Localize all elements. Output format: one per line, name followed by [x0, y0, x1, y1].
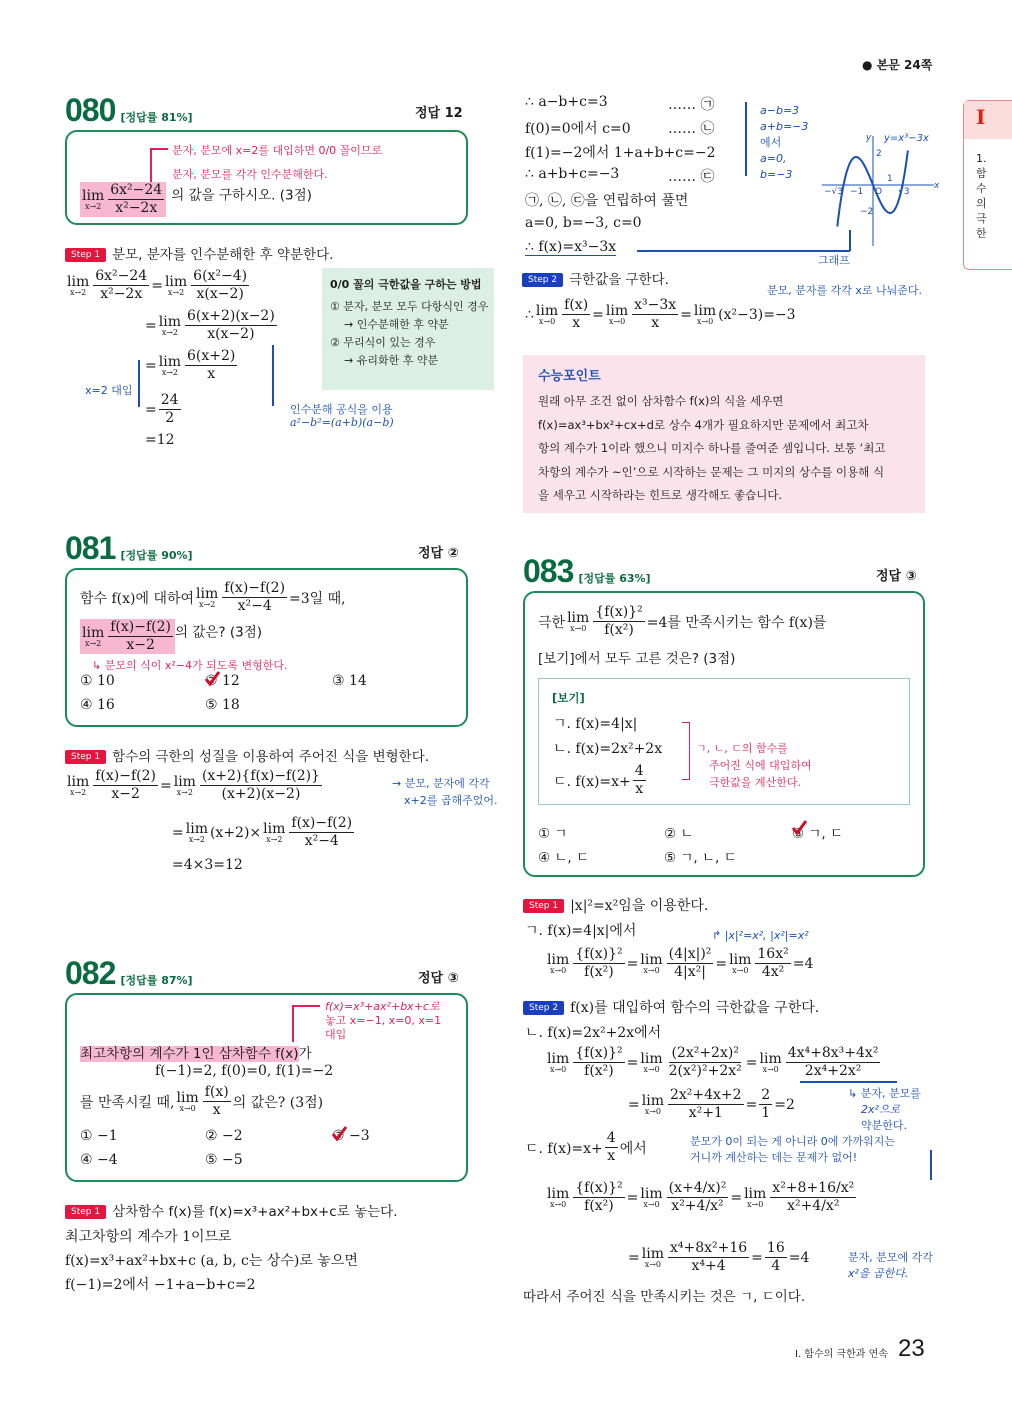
tick-label: −2: [860, 207, 874, 217]
fraction: $\frac{f(x)-f(2)}{x-2}$: [95, 768, 156, 802]
limit: lim x→0: [641, 1245, 664, 1269]
hint-note: 놓고 x=−1, x=0, x=1: [325, 1014, 442, 1027]
chapter-title: 1. 함수의 극한: [976, 152, 987, 240]
fraction: $\frac{\text{6(x²−4)}}{x(x-2)}$: [193, 268, 248, 302]
fraction: $\frac{f(x)}{x}$: [204, 1084, 229, 1118]
answer: 정답 ②: [418, 546, 459, 561]
limit: lim x→0: [547, 1185, 570, 1209]
divide-note: 분모, 분자를 각각 x로 나눠준다.: [767, 284, 923, 297]
bogi-title: [보기]: [552, 691, 585, 705]
body-line: ∴ a−b+c=3: [525, 94, 608, 110]
bogi-item: ㄴ. f(x)=2x²+2x: [553, 741, 663, 757]
correct-rate: [정답률 87%]: [120, 974, 193, 987]
bracket: [682, 722, 690, 780]
limit: lim x→2: [67, 773, 90, 797]
problem-text: 의 값을 구하시오. (3점): [171, 187, 312, 204]
check-mark-icon: [330, 1125, 348, 1143]
tip-box: [322, 268, 494, 390]
tip-title: 0/0 꼴의 극한값을 구하는 방법: [330, 278, 482, 291]
question-number: 081: [65, 530, 116, 566]
cubic-graph: [822, 128, 946, 248]
body-line: ㄱ. f(x)=4|x|에서: [525, 923, 637, 939]
equation-marker: …… ㉠: [668, 97, 715, 113]
correct-rate: [정답률 81%]: [120, 111, 193, 124]
fraction: $\frac{\text{6x²−24}}{\text{x²−2x}}$: [95, 268, 148, 302]
exam-point-line: f(x)=ax³+bx²+cx+d로 상수 4개가 필요하지만 문제에서 최고차: [538, 417, 869, 432]
page-reference: ● 본문 24쪽: [862, 58, 933, 72]
fraction: $\frac{24}{2}$: [160, 392, 179, 426]
check-mark-icon: [203, 670, 221, 688]
body-line: a=0, b=−3, c=0: [525, 215, 642, 231]
problem-line: 극한 lim x→0 $\frac{\text{\{f(x)\}²}}{\text{f(x²)}}$ =4를 만족시키는 함수 f(x)를: [538, 604, 827, 638]
q081-header: [65, 530, 193, 567]
problem-text: 의 값은? (3점): [174, 624, 263, 641]
fraction: $\frac{\text{\{f(x)\}²}}{\text{f(x²)}}$: [575, 1180, 623, 1214]
step-badge: Step 2: [522, 273, 563, 287]
x-label: x: [934, 181, 940, 191]
body-line: ㉠, ㉡, ㉢을 연립하여 풀면: [525, 193, 689, 209]
result-line: ∴ f(x)=x³−3x: [525, 239, 617, 255]
limit: lim x→0: [640, 951, 663, 975]
math-line: lim x→2 $\frac{\text{6x²−24}}{\text{x²−2x}}$ = lim x→2 $\frac{\text{6(x²−4)}}{x(x-2)}$: [67, 268, 248, 302]
tip-item: ① 분자, 분모 모두 다항식인 경우: [330, 300, 489, 313]
limit: lim x→2: [82, 624, 105, 648]
note-line: 극한값을 계산한다.: [709, 776, 802, 789]
limit: lim x→2: [173, 773, 196, 797]
reduce-note: ↳ 분자, 분모를 2x²으로 약분한다.: [848, 1087, 921, 1132]
note-line: ㄱ, ㄴ, ㄷ의 함수를: [696, 742, 788, 755]
bogi-note: [696, 740, 812, 791]
tip-item: → 인수분해한 후 약분: [344, 318, 449, 331]
choice-3-correct[interactable]: ③ ㄱ, ㄷ: [792, 826, 844, 842]
limit: lim x→0: [605, 302, 629, 326]
fraction: $\frac{2}{1}$: [761, 1087, 771, 1121]
choice-2[interactable]: ② ㄴ: [664, 826, 694, 842]
limit: lim x→2: [185, 820, 208, 844]
question-number: 080: [65, 92, 116, 128]
exam-point-box: [523, 355, 925, 513]
step-1: [65, 745, 429, 765]
math-line: lim x→0 $\frac{\text{\{f(x)\}²}}{\text{f(x²)}}$ = lim x→0 $\frac{\text{(x+4/x)²}}{\text{x²+4/x²}}$ = lim x→0 $\frac{\text{x²+8+16/x²}}{\text{x²+4/x²}}$: [547, 1180, 855, 1214]
choice-1[interactable]: ① 10: [80, 673, 115, 689]
body-line: f(x)=x³+ax²+bx+c (a, b, c는 상수)로 놓으면: [65, 1253, 358, 1269]
bogi-item: ㄱ. f(x)=4|x|: [553, 716, 638, 732]
step-1: [65, 243, 333, 263]
note-line: 거니까 계산하는 데는 문제가 없어!: [690, 1151, 858, 1164]
q080-header: [65, 92, 193, 129]
limit: lim x→2: [67, 273, 90, 297]
exam-point-line: 차항의 계수가 ~인’으로 시작하는 문제는 그 미지의 상수를 이용해 식: [538, 464, 885, 479]
math-line: lim x→0 $\frac{\text{\{f(x)\}²}}{\text{f(x²)}}$ = lim x→0 $\frac{\text{(2x²+2x)²}}{\text{2(x²)²+2x²}}$ = lim x→0 $\frac{\text{4x⁴+8x³+4x²}}{\text{2x⁴+2x²}}$: [547, 1045, 879, 1079]
note-line: a+b=−3: [760, 120, 809, 133]
question-number: 082: [65, 955, 116, 991]
fraction: $\frac{\text{6x²−24}}{\text{x²−2x}}$: [110, 182, 163, 216]
note-line: x²을 곱한다.: [848, 1267, 909, 1280]
math-line: ∴ lim x→0 $\frac{f(x)}{x}$ = lim x→0 $\frac{\text{x³−3x}}{x}$ = lim x→0 (x²−3)=−3: [525, 297, 796, 331]
math-line: =12: [145, 432, 175, 448]
denominator-note: [690, 1134, 895, 1166]
problem-line: 함수 f(x)에 대하여 lim x→2 $\frac{f(x)-f(2)}{\text{x²−4}}$ =3일 때,: [80, 580, 346, 614]
fraction: $\frac{\text{2x²+4x+2}}{\text{x²+1}}$: [669, 1087, 742, 1121]
limit: lim x→0: [547, 1050, 570, 1074]
body-line: f(1)=−2에서 1+a+b+c=−2: [525, 145, 716, 161]
answer: 정답 ③: [418, 971, 459, 986]
math-line: = lim x→2 $\frac{6(x+2)}{x}$: [145, 348, 236, 382]
fraction: $\frac{\text{16x²}}{\text{4x²}}$: [757, 946, 789, 980]
step-1: [65, 1200, 397, 1220]
limit: lim x→0: [759, 1050, 782, 1074]
problem-text: 가: [298, 1046, 312, 1062]
tick-label: −√3: [824, 187, 844, 197]
tick-label: −1: [850, 187, 864, 197]
hint-note: 분자, 분모를 각각 인수분해한다.: [172, 168, 328, 181]
correct-rate: [정답률 63%]: [578, 572, 651, 585]
step-2: [523, 997, 819, 1017]
equation-marker: …… ㉡: [668, 121, 715, 137]
exam-point-line: 항의 계수가 1이라 했으니 미지수 하나를 줄여준 셈입니다. 보통 ‘최고: [538, 441, 886, 455]
answer: 정답 12: [415, 106, 463, 121]
math-line: lim x→0 $\frac{\text{\{f(x)\}²}}{\text{f(x²)}}$ = lim x→0 $\frac{\text{(4|x|)²}}{\text{4|x²|}}$ = lim x→0 $\frac{\text{16x²}}{\text{4x²}}$ =4: [547, 946, 814, 980]
limit: lim x→0: [641, 1092, 664, 1116]
note-line: a=0,: [760, 152, 787, 165]
exam-point-title: 수능포인트: [538, 369, 601, 384]
step-text: 극한값을 구한다.: [569, 272, 669, 288]
math-line: = lim x→0 $\frac{\text{x⁴+8x²+16}}{\text{x⁴+4}}$ = $\frac{16}{4}$ =4: [628, 1240, 810, 1274]
chapter-roman: I: [964, 101, 1012, 139]
note-line: 약분한다.: [861, 1119, 908, 1132]
choice-2-correct[interactable]: ② 12: [205, 673, 240, 689]
fraction: $\frac{f(x)-f(2)}{\text{x²−4}}$: [291, 815, 353, 849]
tick-label: 1: [887, 174, 893, 184]
step-2: [522, 268, 669, 288]
step-badge: Step 1: [65, 1205, 106, 1219]
choice-3[interactable]: ③ 14: [332, 673, 367, 689]
note-line: 분자, 분모를: [860, 1087, 921, 1100]
answer: 정답 ③: [876, 569, 917, 584]
fraction: $\frac{\text{\{f(x)\}²}}{\text{f(x²)}}$: [575, 946, 623, 980]
note-text: |x|²=x², |x²|=x²: [724, 929, 809, 942]
note-line: 분모가 0이 되는 게 아니라 0에 가까워지는: [690, 1135, 895, 1148]
choice-5[interactable]: ⑤ ㄱ, ㄴ, ㄷ: [664, 850, 737, 866]
hint-note: ↳ 분모의 식이 x²−4가 되도록 변형한다.: [92, 659, 288, 672]
fraction: $\frac{\text{\{f(x)\}²}}{\text{f(x²)}}$: [595, 604, 643, 638]
hint-note: f(x)=x³+ax²+bx+c로: [325, 1000, 440, 1013]
fraction: $\frac{4}{x}$: [606, 1130, 616, 1164]
fraction: $\frac{\text{(2x²+2x)²}}{\text{2(x²)²+2x²}}$: [668, 1045, 742, 1079]
fraction: $\frac{\text{x³−3x}}{x}$: [634, 297, 677, 331]
fraction: $\frac{\text{\{f(x)\}²}}{\text{f(x²)}}$: [575, 1045, 623, 1079]
note-line: 2x²으로: [861, 1103, 901, 1116]
choice-1[interactable]: ① −1: [80, 1128, 118, 1144]
fraction: $\frac{\text{(4|x|)²}}{\text{4|x²|}}$: [668, 946, 712, 980]
math-line: = lim x→0 $\frac{\text{2x²+4x+2}}{\text{x²+1}}$ = $\frac{2}{1}$ =2: [628, 1087, 795, 1121]
question-number: 083: [523, 553, 574, 589]
chapter-tab[interactable]: [963, 100, 1012, 270]
note-text: 분모, 분자에 각각: [404, 777, 490, 790]
limit: lim x→2: [158, 313, 181, 337]
q082-header: [65, 955, 193, 992]
math-line: = lim x→2 (x+2)× lim x→2 $\frac{f(x)-f(2)}{\text{x²−4}}$: [172, 815, 353, 849]
factor-formula: a²−b²=(a+b)(a−b): [290, 416, 394, 429]
limit: lim x→0: [640, 1185, 663, 1209]
multiply-note: [848, 1250, 933, 1282]
bogi-item: ㄷ. f(x)=x+ $\frac{4}{x}$: [553, 763, 644, 797]
page-ref-text: 본문 24쪽: [876, 58, 933, 72]
conclusion: 따라서 주어진 식을 만족시키는 것은 ㄱ, ㄷ이다.: [523, 1289, 806, 1305]
body-line: ㄴ. f(x)=2x²+2x에서: [525, 1025, 662, 1041]
fraction: $\frac{\text{x⁴+8x²+16}}{\text{x⁴+4}}$: [669, 1240, 748, 1274]
fraction: $\frac{6(x+2)}{x}$: [186, 348, 236, 382]
limit: lim x→2: [263, 820, 286, 844]
tick-label: 2: [876, 149, 882, 159]
step-text: |x|²=x²임을 이용한다.: [570, 898, 709, 914]
problem-expression: [80, 619, 175, 654]
highlighted-condition: 최고차항의 계수가 1인 삼차함수 f(x): [80, 1046, 299, 1062]
hint-note: 분자, 분모에 x=2를 대입하면 0/0 꼴이므로: [172, 144, 383, 157]
choice-1[interactable]: ① ㄱ: [538, 826, 568, 842]
problem-expression: [80, 182, 166, 217]
step-text: f(x)를 대입하여 함수의 극한값을 구한다.: [570, 1000, 820, 1016]
math-line: =4×3=12: [172, 857, 243, 873]
hint-text: 분모의 식이 x²−4가 되도록 변형한다.: [104, 659, 288, 672]
origin-label: O: [875, 187, 883, 197]
choice-5[interactable]: ⑤ 18: [205, 697, 240, 713]
factor-note: 인수분해 공식을 이용: [290, 403, 393, 416]
step-text: 삼차함수 f(x)를 f(x)=x³+ax²+bx+c로 놓는다.: [112, 1204, 398, 1220]
problem-line: [보기]에서 모두 고른 것은? (3점): [538, 651, 736, 667]
exam-point-line: 원래 아무 조건 없이 삼차함수 f(x)의 식을 세우면: [538, 394, 784, 408]
body-line: f(−1)=2에서 −1+a−b+c=2: [65, 1277, 256, 1293]
limit: lim x→2: [158, 353, 181, 377]
substitution-note: x=2 대입: [85, 384, 133, 397]
correct-rate: [정답률 90%]: [120, 549, 193, 562]
fraction: $\frac{6(x+2)(x-2)}{x(x-2)}$: [186, 308, 275, 342]
step-text: 분모, 분자를 인수분해한 후 약분한다.: [112, 247, 334, 263]
note-line: 주어진 식에 대입하여: [709, 759, 812, 772]
abs-note: ↱ |x|²=x², |x²|=x²: [712, 929, 809, 942]
fraction: $\frac{16}{4}$: [766, 1240, 785, 1274]
limit: lim x→0: [744, 1185, 767, 1209]
step-badge: Step 1: [523, 899, 564, 913]
limit: lim x→0: [693, 302, 717, 326]
fraction: $\frac{\text{(x+4/x)²}}{\text{x²+4/x²}}$: [668, 1180, 727, 1214]
graph-caption: 그래프: [818, 254, 850, 267]
body-line: 최고차항의 계수가 1이므로: [65, 1229, 232, 1245]
choice-3-correct[interactable]: ③ −3: [332, 1128, 370, 1144]
fraction: $\frac{4}{x}$: [634, 763, 644, 797]
limit: lim x→2: [196, 585, 219, 609]
fraction: $\frac{f(x)-f(2)}{x-2}$: [110, 619, 171, 653]
note-line: b=−3: [760, 168, 793, 181]
choice-2[interactable]: ② −2: [205, 1128, 243, 1144]
body-line: f(0)=0에서 c=0: [525, 121, 631, 137]
curve-label: y=x³−3x: [884, 133, 929, 144]
math-line: = $\frac{24}{2}$: [145, 392, 179, 426]
equation-marker: …… ㉢: [668, 169, 715, 185]
limit: lim x→2: [82, 187, 105, 211]
step-1: [523, 895, 708, 915]
choice-4[interactable]: ④ 16: [80, 697, 115, 713]
choice-5[interactable]: ⑤ −5: [205, 1152, 243, 1168]
fraction: $\frac{\text{x²+8+16/x²}}{\text{x²+4/x²}}$: [772, 1180, 855, 1214]
choice-4[interactable]: ④ ㄴ, ㄷ: [538, 850, 590, 866]
tip-item: → 유리화한 후 약분: [344, 354, 439, 367]
step-badge: Step 2: [523, 1001, 564, 1015]
limit: lim x→0: [640, 1050, 663, 1074]
fraction: $\frac{(x+2)\{f(x)-f(2)\}}{(x+2)(x-2)}$: [201, 768, 320, 802]
note-line: 에서: [760, 136, 782, 149]
fraction: $\frac{\text{4x⁴+8x³+4x²}}{\text{2x⁴+2x²}}$: [787, 1045, 879, 1079]
fraction: $\frac{f(x)-f(2)}{\text{x²−4}}$: [224, 580, 286, 614]
limit: lim x→2: [164, 273, 188, 297]
problem-line: 를 만족시킬 때, lim x→0 $\frac{f(x)}{x}$ 의 값은? (3점): [80, 1084, 324, 1118]
exam-point-line: 을 세우고 시작하라는 힌트로 생각해도 좋습니다.: [538, 488, 783, 502]
fraction: $\frac{f(x)}{x}$: [564, 297, 589, 331]
body-line: ㄷ. f(x)=x+ $\frac{4}{x}$ 에서: [525, 1130, 647, 1164]
math-line: lim x→2 $\frac{f(x)-f(2)}{x-2}$ = lim x→2 $\frac{(x+2)\{f(x)-f(2)\}}{(x+2)(x-2)}$: [67, 768, 320, 802]
step-badge: Step 1: [65, 248, 106, 262]
multiply-note: → 분모, 분자에 각각: [392, 777, 490, 790]
q083-header: [523, 553, 651, 590]
choice-4[interactable]: ④ −4: [80, 1152, 118, 1168]
solve-note: [760, 103, 808, 183]
limit: lim x→0: [535, 302, 559, 326]
step-badge: Step 1: [65, 750, 106, 764]
condition-line: f(−1)=2, f(0)=0, f(1)=−2: [155, 1063, 334, 1079]
limit: lim x→0: [547, 951, 570, 975]
footer-section: Ⅰ. 함수의 극한과 연속: [795, 1349, 888, 1360]
y-label: y: [866, 133, 872, 143]
tip-item: ② 무리식이 있는 경우: [330, 336, 436, 349]
tick-label: √3: [898, 187, 910, 197]
limit: lim x→0: [176, 1089, 199, 1113]
hint-note: 대입: [325, 1028, 347, 1041]
multiply-note: x+2를 곱해주었어.: [404, 794, 498, 807]
page-number: 23: [898, 1335, 925, 1362]
math-line: = lim x→2 $\frac{6(x+2)(x-2)}{x(x-2)}$: [145, 308, 275, 342]
limit: lim x→0: [729, 951, 752, 975]
note-line: 분자, 분모에 각각: [848, 1251, 933, 1264]
step-text: 함수의 극한의 성질을 이용하여 주어진 식을 변형한다.: [112, 749, 430, 765]
note-line: a−b=3: [760, 104, 800, 117]
check-mark-icon: [790, 819, 808, 837]
body-line: ∴ a+b+c=−3: [525, 166, 620, 182]
limit: lim x→0: [567, 609, 590, 633]
